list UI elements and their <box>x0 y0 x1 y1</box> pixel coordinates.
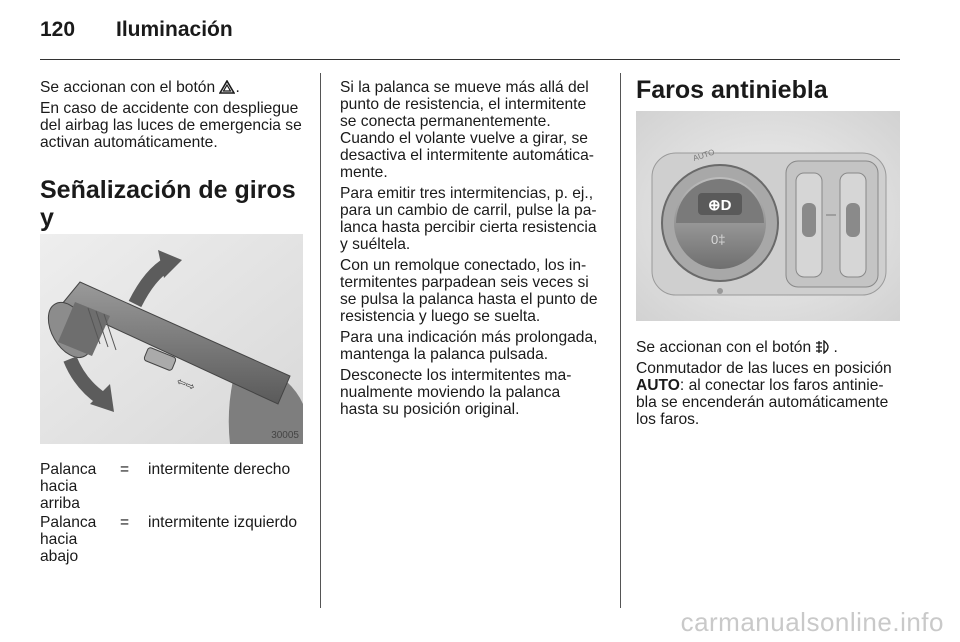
auto-label: AUTO <box>691 147 716 163</box>
paragraph-permanent: Si la palanca se mueve más allá del punto de resistencia, el intermitente se conecta permanentemente. Cuando el volante vuelve a girar, se desactiva el intermitente automática- mente. <box>340 79 594 181</box>
column-divider-2 <box>620 73 621 608</box>
legend-equals: = <box>120 461 130 478</box>
legend-row <box>40 514 297 567</box>
fog-lamp-icon <box>815 339 833 356</box>
paragraph-lane-change: Para emitir tres intermitencias, p. ej., para un cambio de carril, pulse la pa- lanca hasta percibir cierta resistencia y suéltela. <box>340 185 597 253</box>
legend-equals: = <box>120 514 130 531</box>
legend-description: intermitente derecho <box>148 461 291 478</box>
fog-op-paragraph: Se accionan con el botón . <box>636 339 838 356</box>
legend-term: Palanca hacia arriba <box>40 461 97 512</box>
hazard-triangle-icon <box>219 79 235 96</box>
auto-paragraph: Conmutador de las luces en posición AUTO: al conectar los faros antinie- bla se encenderán automáticamente los faros. <box>636 360 892 428</box>
turn-signal-lever-figure <box>40 234 303 444</box>
column-3-text <box>636 339 906 432</box>
legend-table <box>40 461 297 567</box>
column-2 <box>340 79 608 422</box>
paragraph-trailer: Con un remolque conectado, los in- termitentes parpadean seis veces si se pulsa la palanca hasta el punto de resistencia y luego se suelta. <box>340 257 598 325</box>
legend-description: intermitente izquierdo <box>148 514 298 531</box>
lever-legend <box>40 461 312 567</box>
section-heading-fog-lights: Faros antiniebla <box>636 76 828 104</box>
svg-text:⇦⇨: ⇦⇨ <box>174 375 197 394</box>
accident-paragraph: En caso de accidente con despliegue del airbag las luces de emergencia se activan automáticamente. <box>40 100 302 151</box>
auto-term: AUTO <box>636 377 680 394</box>
column-1 <box>40 79 306 155</box>
watermark: carmanualsonline.info <box>680 607 944 637</box>
paragraph-disconnect: Desconecte los intermitentes ma- nualmente moviendo la palanca hasta su posición original. <box>340 367 572 418</box>
legend-row <box>40 461 297 514</box>
fog-light-switch-figure <box>636 111 900 321</box>
page-number: 120 <box>40 18 76 41</box>
legend-term: Palanca hacia abajo <box>40 514 97 565</box>
header-rule <box>40 59 900 60</box>
svg-text:⊕D: ⊕D <box>708 197 732 214</box>
figure-number: 30005 <box>271 430 299 441</box>
intro-paragraph: Se accionan con el botón . <box>40 79 240 96</box>
paragraph-prolonged: Para una indicación más prolongada, mantenga la palanca pulsada. <box>340 329 598 363</box>
section-heading-turn-signals: Señalización de giros y <box>40 176 296 232</box>
svg-text:0‡: 0‡ <box>711 232 726 247</box>
page-title: Iluminación <box>116 18 233 41</box>
column-divider-1 <box>320 73 321 608</box>
